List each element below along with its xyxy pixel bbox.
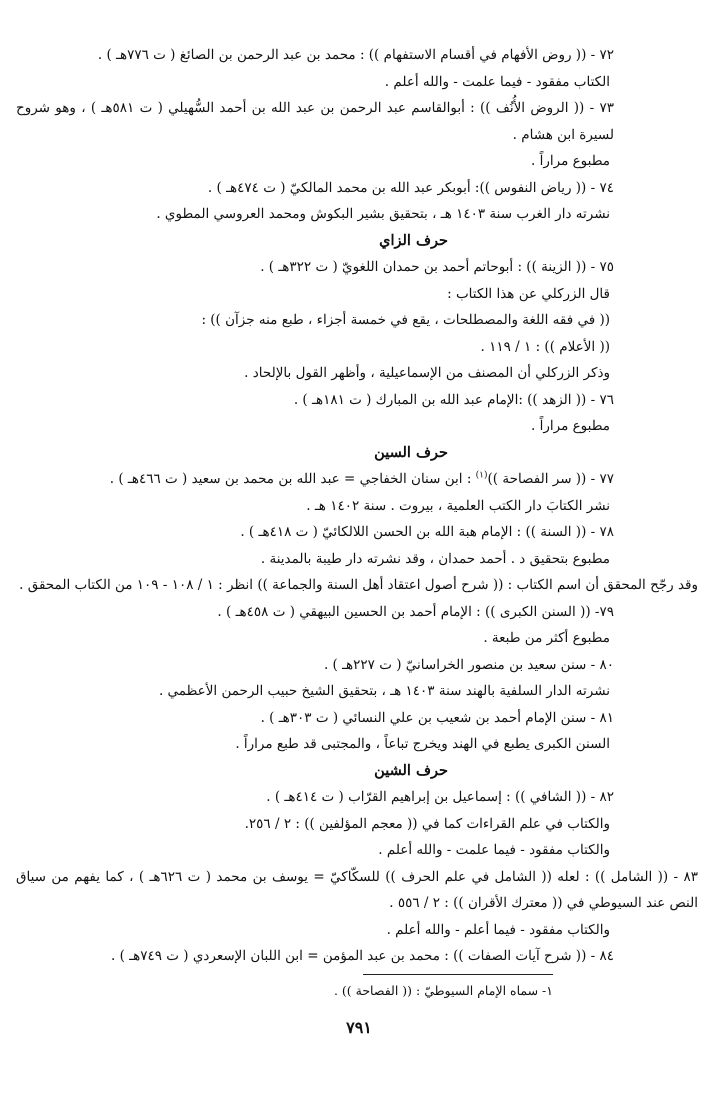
text-line: السنن الكبرى يطبع في الهند ويخرج تباعاً ، والمجتبى قد طبع مراراً .	[235, 736, 610, 752]
text-line: والكتاب في علم القراءات كما في (( معجم المؤلفين )) : ٢ / ٢٥٦.	[244, 815, 610, 832]
entry-83: ٨٣ - (( الشامل )) : لعله (( الشامل في علم الحرف )) للسكّاكيّ = يوسف بن محمد ( ت ٦٢٦هـ ) ، كما يفهم من سياق النص عند السيوطي في (( معترك الأقران )) : ٢ / ٥٥٦ .	[16, 868, 698, 911]
text-line: الكتاب مفقود - فيما علمت - والله أعلم .	[384, 73, 610, 90]
footnote: ١- سماه الإمام السيوطيّ : (( الفصاحة )) .	[333, 983, 553, 998]
entry-75: ٧٥ - (( الزينة )) : أبوحاتم أحمد بن حمدان اللغويّ ( ت ٣٢٢هـ ) .	[260, 259, 614, 275]
text-line: مطبوع مراراً .	[531, 418, 610, 434]
text-line: مطبوع مراراً .	[531, 153, 610, 169]
entry-80: ٨٠ - سنن سعيد بن منصور الخراسانيّ ( ت ٢٢٧هـ ) .	[323, 656, 614, 673]
citation-line: (( الأعلام )) : ١ / ١١٩ .	[480, 338, 610, 355]
section-heading-sin: حرف السين	[374, 443, 448, 461]
entry-73: ٧٣ - (( الروض الأُنُف )) : أبوالقاسم عبد الرحمن بن عبد الله بن أحمد السُّهيلي ( ت ٥٨١هـ ) ، وهو شروح لسيرة ابن هشام .	[16, 100, 614, 143]
entry-78: ٧٨ - (( السنة )) : الإمام هبة الله بن الحسن اللالكائيّ ( ت ٤١٨هـ ) .	[240, 524, 614, 540]
page-number: ٧٩١	[346, 1018, 372, 1037]
entry-72: ٧٢ - (( روض الأفهام في أقسام الاستفهام )) : محمد بن عبد الرحمن بن الصائغ ( ت ٧٧٦هـ ) .	[97, 47, 614, 63]
entry-76: ٧٦ - (( الزهد )) :الإمام عبد الله بن المبارك ( ت ١٨١هـ ) .	[293, 391, 614, 408]
entry-84: ٨٤ - (( شرح آيات الصفات )) : محمد بن عبد المؤمن = ابن اللبان الإسعردي ( ت ٧٤٩هـ ) .	[111, 948, 614, 964]
section-heading-shin: حرف الشين	[374, 761, 448, 779]
text-line: نشرته الدار السلفية بالهند سنة ١٤٠٣ هـ ، بتحقيق الشيخ حبيب الرحمن الأعظمي .	[158, 683, 610, 699]
entry-82: ٨٢ - (( الشافي )) : إسماعيل بن إبراهيم القرّاب ( ت ٤١٤هـ ) .	[266, 789, 614, 805]
entry-77	[16, 466, 698, 493]
text-line: مطبوع بتحقيق د . أحمد حمدان ، وقد نشرته دار طيبة بالمدينة .	[260, 550, 610, 567]
entry-81: ٨١ - سنن الإمام أحمد بن شعيب بن علي النسائي ( ت ٣٠٣هـ ) .	[260, 709, 614, 726]
section-heading-zay: حرف الزاي	[379, 231, 448, 249]
entry-79: ٧٩- (( السنن الكبرى )) : الإمام أحمد بن الحسين البيهقي ( ت ٤٥٨هـ ) .	[217, 603, 614, 620]
quote-line: (( في فقه اللغة والمصطلحات ، يقع في خمسة أجزاء ، طبع منه جزآن )) :	[201, 312, 610, 328]
footnote-marker: (١)	[475, 470, 488, 481]
text-line: مطبوع أكثر من طبعة .	[483, 630, 610, 646]
text-line: والكتاب مفقود - فيما أعلم - والله أعلم .	[386, 921, 610, 938]
page-body	[16, 42, 698, 970]
entry-77-title: ٧٧ - (( سر الفصاحة ))	[487, 471, 614, 487]
text-line: نشر الكتابَ دار الكتب العلمية ، بيروت . سنة ١٤٠٢ هـ .	[306, 497, 610, 514]
text-paragraph: وقد رجّح المحقق أن اسم الكتاب : (( شرح أصول اعتقاد أهل السنة والجماعة )) انظر : ١ / ١٠٨ - ١٠٩ من الكتاب المحقق .	[19, 577, 698, 593]
entry-74: ٧٤ - (( رياض النفوس )): أبوبكر عبد الله بن محمد المالكيّ ( ت ٤٧٤هـ ) .	[207, 179, 614, 196]
text-line: قال الزركلي عن هذا الكتاب :	[447, 285, 610, 302]
text-line: وذكر الزركلي أن المصنف من الإسماعيلية ، وأظهر القول بالإلحاد .	[244, 365, 610, 381]
entry-77-author: : ابن سنان الخفاجي = عبد الله بن محمد بن سعيد ( ت ٤٦٦هـ ) .	[109, 471, 476, 487]
text-line: نشرته دار الغرب سنة ١٤٠٣ هـ ، بتحقيق بشير البكوش ومحمد العروسي المطوي .	[156, 206, 610, 222]
text-line: والكتاب مفقود - فيما علمت - والله أعلم .	[378, 842, 610, 858]
footnote-divider	[363, 974, 553, 975]
